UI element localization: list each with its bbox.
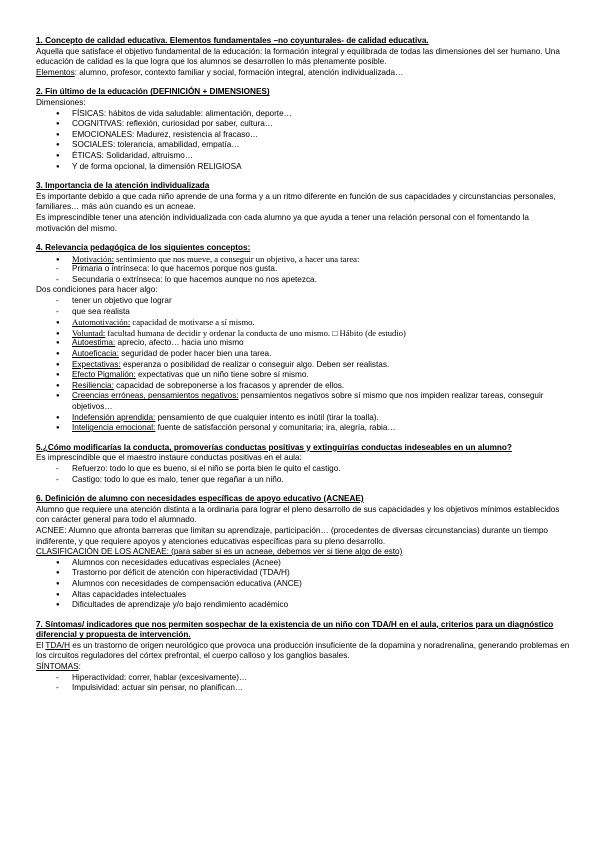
list-item	[36, 579, 570, 590]
concept-text: facultad humana de decidir y ordenar la conducta de uno mismo. □ Hábito (de estudio)	[105, 327, 406, 338]
concepts-list	[36, 317, 570, 434]
section-3-paragraph-2: Es imprescindible tener una atención individualizada con cada alumno ya que ayuda a tener una relación personal con el fomentando la motivación del mismo.	[36, 212, 529, 233]
dash-icon	[56, 264, 66, 275]
section-1-paragraph: Aquella que satisface el objetivo fundamental de la educación: la formación integral y equilibrada de todas las dimensiones del ser humano. Una educación de calidad es la que logra que los alumnos se desarrollen lo más plenamente posible.	[36, 46, 560, 67]
list-item-text: Hiperactividad: correr, hablar (excesivamente)…	[72, 672, 248, 682]
list-item-text: Alumnos con necesidades de compensación educativa (ANCE)	[72, 578, 302, 588]
list-item	[36, 275, 570, 286]
bullet-icon	[56, 423, 66, 435]
section-2-intro: Dimensiones:	[36, 97, 86, 107]
behavior-list	[36, 464, 570, 485]
section-5-title: 5.¿Cómo modificarías la conducta, promoverías conductas positivas y extinguirías conductas indeseables en un alumno?	[36, 442, 512, 452]
elements-label: Elementos	[36, 67, 75, 77]
acneae-list	[36, 558, 570, 611]
section-6-paragraph-2: ACNEE: Alumno que afronta barreras que limitan su aprendizaje, participación… (procedentes de diversas circunstancias) durante un tiempo indiferente, y que requiere apoyos y atenciones educativas específicas para su pleno desarrollo.	[36, 525, 548, 546]
section-2	[36, 87, 570, 172]
dash-icon	[56, 296, 66, 307]
concept-text: pensamientos negativos sobre sí mismo que nos impiden realizar tareas, conseguir objetivos…	[72, 391, 544, 411]
bullet-icon	[56, 162, 66, 174]
concept-label: Resiliencia:	[72, 380, 114, 390]
list-item-text: Refuerzo: todo lo que es bueno, si el niño se porta bien le quito el castigo.	[72, 463, 341, 473]
list-item	[36, 254, 570, 265]
list-item	[36, 464, 570, 475]
dash-icon	[56, 307, 66, 318]
concept-label: Efecto Pigmalión:	[72, 370, 136, 380]
paragraph-text: es un trastorno de origen neurológico que provoca una producción insuficiente de la dopamina y noradrenalina, generando problemas en los circuitos reguladores del córtex prefrontal, el cuerpo calloso y los ganglios basales.	[36, 640, 570, 661]
list-item	[36, 370, 570, 381]
section-5	[36, 443, 570, 485]
list-item-text: Altas capacidades intelectuales	[72, 589, 187, 599]
list-item	[36, 590, 570, 601]
section-7-title: 7. Síntomas/ indicadores que nos permiten sospechar de la existencia de un niño con TDA/H en el aula, criterios para un diagnóstico diferencial y propuesta de intervención.	[36, 619, 554, 640]
section-5-intro: Es imprescindible que el maestro instaure conductas positivas en el aula:	[36, 453, 302, 463]
dash-icon	[56, 683, 66, 694]
symptoms-colon: :	[78, 662, 81, 672]
list-item	[36, 673, 570, 684]
section-1-elements	[36, 68, 570, 79]
list-item	[36, 683, 570, 694]
list-item	[36, 349, 570, 360]
motivation-list	[36, 254, 570, 286]
concept-text: capacidad de sobreponerse a los fracasos y aprender de ellos.	[113, 380, 345, 390]
dash-icon	[56, 464, 66, 475]
list-item	[36, 558, 570, 569]
list-item-text: COGNITIVAS: reflexión, curiosidad por saber, cultura…	[72, 119, 273, 129]
symptoms-heading	[36, 662, 570, 673]
section-3-title: 3. Importancia de la atención individualizada	[36, 181, 210, 191]
section-6-paragraph-1: Alumno que requiere una atención distinta a la ordinaria para lograr el pleno desarrollo de sus capacidades y los objetivos mínimos establecidos con carácter general para todo el alumnado.	[36, 504, 560, 525]
concept-label: Autoeficacia:	[72, 349, 119, 359]
list-item-text: Dificultades de aprendizaje y/o bajo rendimiento académico	[72, 600, 289, 610]
concept-text: pensamiento de que cualquier intento es inútil (tirar la toalla).	[155, 412, 379, 422]
list-item	[36, 151, 570, 162]
symptoms-list	[36, 673, 570, 694]
list-item-text: ÉTICAS: Solidaridad, altruismo…	[72, 150, 194, 160]
section-3	[36, 181, 570, 234]
dash-icon	[56, 475, 66, 486]
section-7-paragraph	[36, 641, 570, 662]
document-body	[36, 36, 570, 703]
classification-title: CLASIFICACIÓN DE LOS ACNEAE: (para saber si es un acneae, debemos ver si tiene algo de esto)	[36, 547, 403, 557]
dash-icon	[56, 275, 66, 286]
list-item-text: Impulsividad: actuar sin pensar, no planifican…	[72, 683, 244, 693]
list-item	[36, 600, 570, 611]
list-item	[36, 130, 570, 141]
section-4	[36, 243, 570, 434]
elements-text: : alumno, profesor, contexto familiar y social, formación integral, atención individualizada…	[74, 67, 404, 77]
conditions-list	[36, 296, 570, 317]
concept-text: fuente de satisfacción personal y comunitaria; ira, alegría, rabia…	[155, 423, 396, 433]
concept-text: sentimiento que nos mueve, a conseguir un objetivo, a hacer una tarea:	[114, 253, 360, 264]
list-item	[36, 296, 570, 307]
list-item	[36, 391, 570, 412]
list-item	[36, 413, 570, 424]
concept-text: capacidad de motivarse a sí mismo.	[130, 317, 255, 328]
list-item	[36, 338, 570, 349]
list-item-text: Secundaria o extrínseca: lo que hacemos aunque no nos apetezca.	[72, 274, 317, 284]
list-item-text: SOCIALES: tolerancia, amabilidad, empatía…	[72, 140, 240, 150]
conditions-intro: Dos condiciones para hacer algo:	[36, 285, 158, 295]
bullet-icon	[56, 600, 66, 612]
dash-icon	[56, 673, 66, 684]
concept-text: esperanza o posibilidad de realizar o conseguir algo. Deben ser realistas.	[120, 359, 390, 369]
list-item	[36, 264, 570, 275]
tdah-term: TDA/H	[45, 640, 70, 650]
concept-label: Voluntad:	[72, 327, 106, 338]
list-item-text: Y de forma opcional, la dimensión RELIGIOSA	[72, 161, 242, 171]
list-item-text: que sea realista	[72, 306, 130, 316]
list-item	[36, 423, 570, 434]
paragraph-prefix: El	[36, 640, 46, 650]
list-item	[36, 317, 570, 328]
section-1-title: 1. Concepto de calidad educativa. Elementos fundamentales –no coyunturales- de calidad educativa.	[36, 36, 429, 45]
section-7	[36, 620, 570, 694]
section-4-title: 4. Relevancia pedagógica de los siguientes conceptos:	[36, 243, 251, 253]
list-item-text: EMOCIONALES: Madurez, resistencia al fracaso…	[72, 129, 259, 139]
list-item	[36, 328, 570, 339]
concept-label: Indefensión aprendida:	[72, 412, 156, 422]
list-item-text: Primaria o intrínseca: lo que hacemos porque nos gusta.	[72, 264, 278, 274]
list-item	[36, 140, 570, 151]
section-2-title: 2. Fin último de la educación (DEFINICIÓN + DIMENSIONES)	[36, 87, 270, 97]
list-item-text: Trastorno por déficit de atención con hiperactividad (TDA/H)	[72, 568, 290, 578]
list-item	[36, 119, 570, 130]
section-1	[36, 36, 570, 78]
list-item	[36, 475, 570, 486]
symptoms-label: SÍNTOMAS	[36, 662, 79, 672]
list-item	[36, 109, 570, 120]
list-item	[36, 360, 570, 371]
concept-label: Inteligencia emocional:	[72, 423, 156, 433]
concept-label: Motivación:	[72, 253, 115, 264]
list-item-text: FÍSICAS: hábitos de vida saludable: alimentación, deporte…	[72, 108, 292, 118]
concept-text: aprecio, afecto… hacia uno mismo	[115, 338, 244, 348]
section-3-paragraph-1: Es importante debido a que cada niño aprende de una forma y a un ritmo diferente en función de sus capacidades y circunstancias personales, familiares… más aún cuando es un acneae.	[36, 191, 556, 212]
list-item	[36, 381, 570, 392]
concept-label: Automotivación:	[72, 317, 131, 328]
concept-label: Creencias erróneas, pensamientos negativos:	[72, 391, 239, 401]
list-item	[36, 307, 570, 318]
concept-label: Autoestima:	[72, 338, 116, 348]
section-6	[36, 494, 570, 611]
dimensions-list	[36, 109, 570, 173]
list-item	[36, 568, 570, 579]
list-item-text: tener un objetivo que lograr	[72, 296, 172, 306]
concept-label: Expectativas:	[72, 359, 121, 369]
list-item	[36, 162, 570, 173]
bullet-icon	[56, 391, 66, 403]
section-6-title: 6. Definición de alumno con necesidades específicas de apoyo educativo (ACNEAE)	[36, 494, 364, 504]
list-item-text: Castigo: todo lo que es malo, tener que regañar a un niño.	[72, 474, 284, 484]
concept-text: expectativas que un niño tiene sobre sí mismo.	[135, 370, 309, 380]
list-item-text: Alumnos con necesidades educativas especiales (Acnee)	[72, 557, 281, 567]
concept-text: seguridad de poder hacer bien una tarea.	[118, 349, 272, 359]
